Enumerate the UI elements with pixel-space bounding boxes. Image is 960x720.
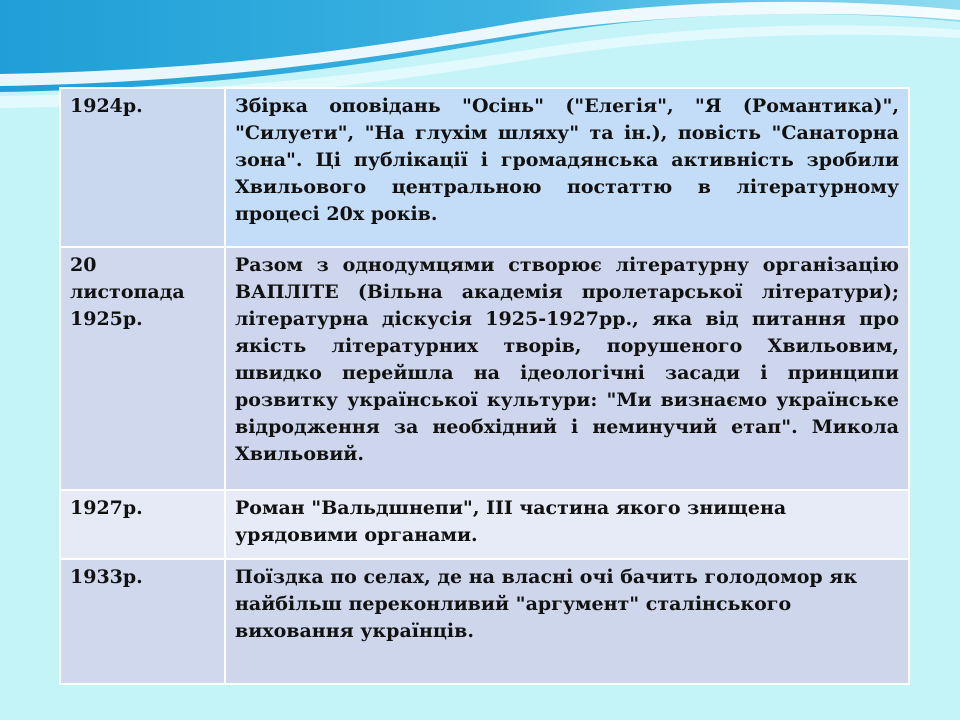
description-cell: Разом з однодумцями створює літературну організацію ВАПЛІТЕ (Вільна академія пролетарської літератури); літературна діскусія 1925-1927рр., яка від питання про якість літературних творів, порушеного Хвильовим, швидко перейшла на ідеологічні засади і принципи розвитку української культури: "Ми визнаємо українське відродження за необхідний і неминучий етап". Микола Хвильовий. — [225, 247, 909, 490]
table-row — [60, 88, 909, 247]
description-cell: Поїздка по селах, де на власні очі бачить голодомор як найбільш переконливий "аргумент" сталінського виховання українців. — [225, 559, 909, 684]
date-cell: 20 листопада 1925р. — [60, 247, 225, 490]
table-row — [60, 490, 909, 559]
date-cell: 1927р. — [60, 490, 225, 559]
table-row — [60, 559, 909, 684]
date-cell: 1933р. — [60, 559, 225, 684]
description-cell: Збірка оповідань "Осінь" ("Елегія", "Я (Романтика)", "Силуети", "На глухім шляху" та ін.), повість "Санаторна зона". Ці публікації і громадянська активність зробили Хвильового центральною постаттю в літературному процесі 20х років. — [225, 88, 909, 247]
table-row — [60, 247, 909, 490]
biography-timeline-table — [59, 87, 910, 685]
description-cell: Роман "Вальдшнепи", ІІІ частина якого знищена урядовими органами. — [225, 490, 909, 559]
date-cell: 1924р. — [60, 88, 225, 247]
